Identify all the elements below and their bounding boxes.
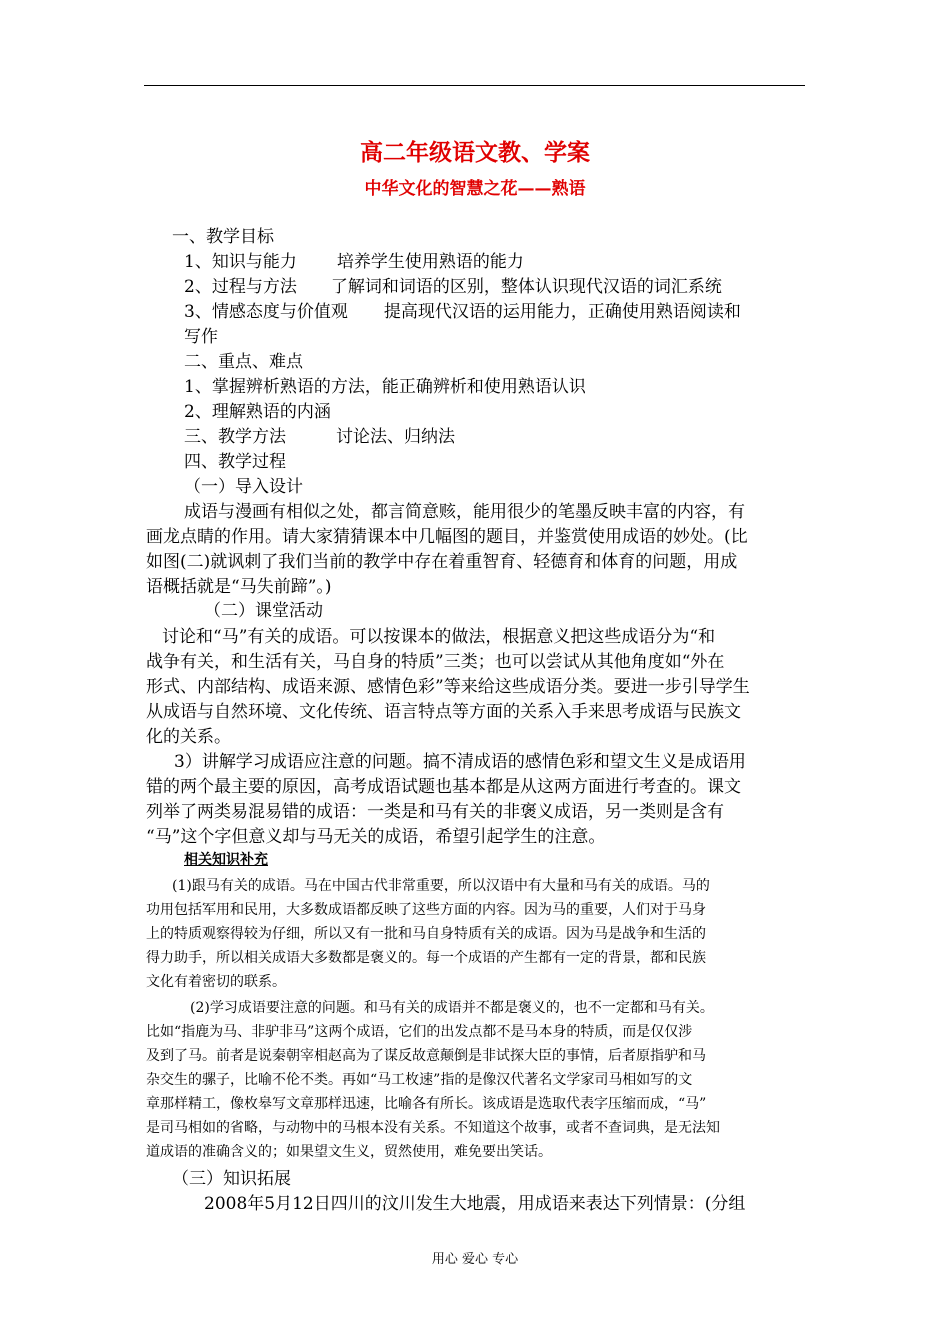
section-heading: 四、教学过程 [184,452,286,472]
paragraph-line: 列举了两类易混易错的成语：一类是和马有关的非褒义成语，另一类则是含有 [146,802,724,822]
supplement-line: 得力助手，所以相关成语大多数都是褒义的。每一个成语的产生都有一定的背景，都和民族 [146,950,706,966]
subsection-heading: （一）导入设计 [184,477,303,497]
supplement-line: 及到了马。前者是说秦朝宰相赵高为了谋反故意颠倒是非试探大臣的事情，后者原指驴和马 [146,1048,706,1064]
paragraph-line: 化的关系。 [146,727,231,747]
paragraph-line: 错的两个最主要的原因，高考成语试题也基本都是从这两方面进行考查的。课文 [146,777,741,797]
supplement-heading: 相关知识补充 [184,852,268,868]
supplement-line: 功用包括军用和民用，大多数成语都反映了这些方面的内容。因为马的重要，人们对于马身 [146,902,706,918]
supplement-line: 比如“指鹿为马、非驴非马”这两个成语，它们的出发点都不是马本身的特质，而是仅仅涉 [146,1024,693,1040]
supplement-line: 文化有着密切的联系。 [146,974,286,990]
supplement-line: 章那样精工，像枚皋写文章那样迅速，比喻各有所长。该成语是选取代表字压缩而成，“马” [146,1096,707,1112]
paragraph-line: 战争有关，和生活有关，马自身的特质”三类；也可以尝试从其他角度如“外在 [146,652,725,672]
paragraph-line: 成语与漫画有相似之处，都言简意赅，能用很少的笔墨反映丰富的内容，有 [184,502,745,522]
supplement-line: 上的特质观察得较为仔细，所以又有一批和马自身特质有关的成语。因为马是战争和生活的 [146,926,706,942]
text-line: 2、理解熟语的内涵 [184,402,331,422]
paragraph-line: 形式、内部结构、成语来源、感情色彩”等来给这些成语分类。要进一步引导学生 [146,677,750,697]
section-heading: 三、教学方法 讨论法、归纳法 [184,427,455,447]
supplement-line: 杂交生的骡子，比喻不伦不类。再如“马工枚速”指的是像汉代著名文学家司马相如写的文 [146,1072,693,1088]
supplement-line: (2)学习成语要注意的问题。和马有关的成语并不都是褒义的，也不一定都和马有关。 [190,1000,714,1016]
supplement-line: 是司马相如的省略，与动物中的马根本没有关系。不知道这个故事，或者不查词典，是无法知 [146,1120,720,1136]
supplement-line: 道成语的准确含义的；如果望文生义，贸然使用，难免要出笑话。 [146,1144,552,1160]
section-heading: 二、重点、难点 [184,352,303,372]
subsection-heading: （二）课堂活动 [204,601,323,621]
header-rule [144,85,805,86]
supplement-line: (1)跟马有关的成语。马在中国古代非常重要，所以汉语中有大量和马有关的成语。马的 [172,878,710,894]
paragraph-line: 如图(二)就讽刺了我们当前的教学中存在着重智育、轻德育和体育的问题，用成 [146,552,738,572]
page-subtitle: 中华文化的智慧之花——熟语 [364,179,586,199]
text-line: 3、情感态度与价值观 提高现代汉语的运用能力，正确使用熟语阅读和 [184,302,741,322]
paragraph-line: 3）讲解学习成语应注意的问题。搞不清成语的感情色彩和望文生义是成语用 [174,752,746,772]
text-line: 2、过程与方法 了解词和词语的区别，整体认识现代汉语的词汇系统 [184,277,722,297]
page-title: 高二年级语文教、学案 [360,140,590,166]
subsection-heading: （三）知识拓展 [172,1169,291,1189]
text-line: 1、知识与能力 培养学生使用熟语的能力 [184,252,524,272]
paragraph-line: 画龙点睛的作用。请大家猜猜课本中几幅图的题目，并鉴赏使用成语的妙处。(比 [146,527,748,547]
section-heading: 一、教学目标 [172,227,274,247]
paragraph-line: 语概括就是“马失前蹄”。) [146,577,332,597]
paragraph-line: 讨论和“马”有关的成语。可以按课本的做法，根据意义把这些成语分为“和 [162,627,716,647]
paragraph-line: 从成语与自然环境、文化传统、语言特点等方面的关系入手来思考成语与民族文 [146,702,741,722]
text-line: 写作 [184,327,218,347]
page-footer: 用心 爱心 专心 [431,1252,519,1267]
paragraph-line: 2008年5月12日四川的汶川发生大地震，用成语来表达下列情景：(分组 [204,1194,746,1214]
text-line: 1、掌握辨析熟语的方法，能正确辨析和使用熟语认识 [184,377,586,397]
paragraph-line: “马”这个字但意义却与马无关的成语，希望引起学生的注意。 [146,827,606,847]
